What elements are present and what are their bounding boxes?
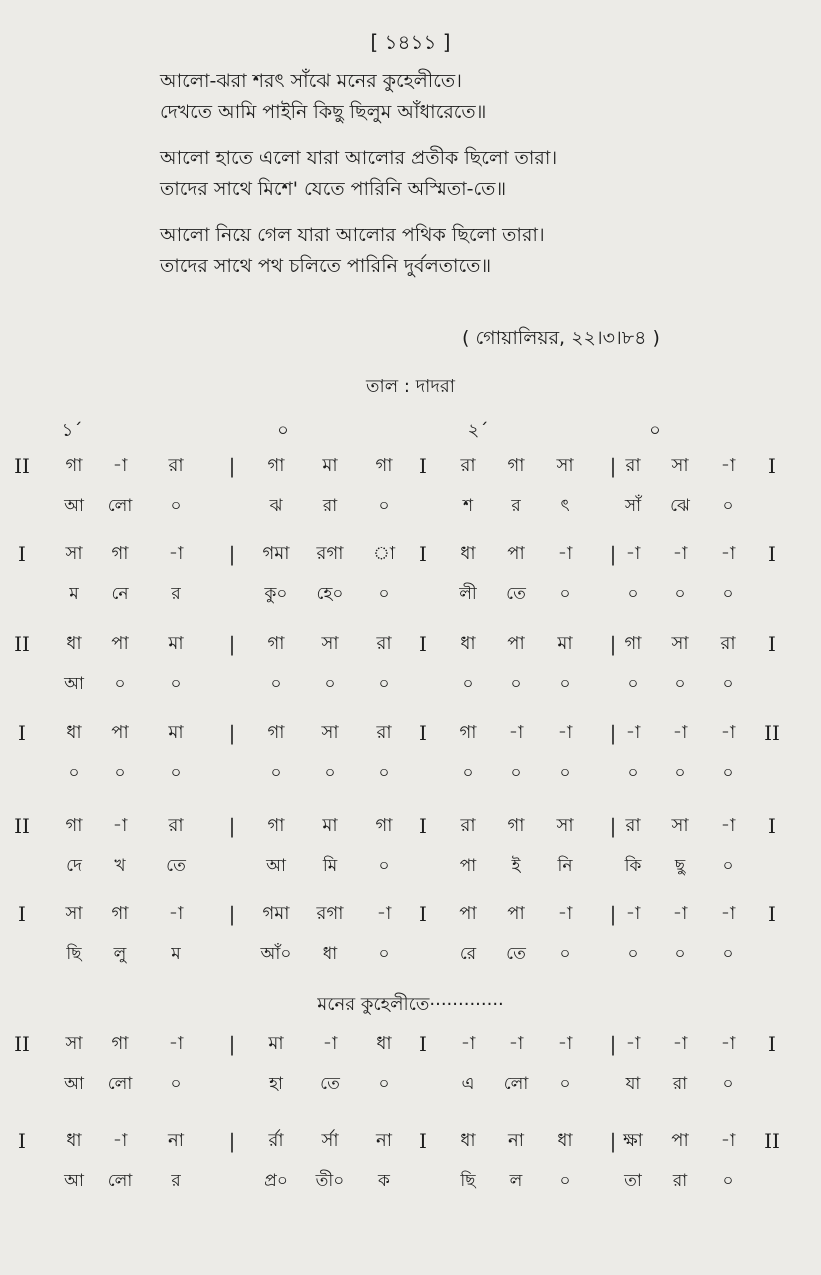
- note-cell: ধা: [557, 1130, 573, 1151]
- measure-bar: |: [228, 454, 236, 478]
- poem-line: দেখতে আমি পাইনি কিছু ছিলুম আঁধারেতে॥: [160, 101, 487, 123]
- note-cell: গমা: [262, 903, 290, 924]
- note-cell: গা: [507, 455, 525, 476]
- note-cell: -া: [508, 722, 524, 743]
- note-cell: মা: [168, 722, 184, 743]
- lyric-cell: ০: [510, 674, 522, 694]
- lyric-cell: আ: [64, 496, 84, 516]
- lyric-cell: পা: [459, 856, 477, 876]
- lyric-cell: কু০: [264, 584, 288, 604]
- lyric-cell: ০: [559, 1171, 571, 1191]
- lyric-cell: নে: [111, 584, 129, 604]
- row-close-bar: I: [768, 454, 776, 478]
- note-cell: গা: [267, 455, 285, 476]
- note-cell: র্রা: [268, 1130, 284, 1151]
- measure-bar: |: [609, 632, 617, 656]
- note-cell: গা: [267, 633, 285, 654]
- note-cell: না: [376, 1130, 392, 1151]
- row-open-bar: I: [18, 721, 26, 745]
- measure-bar: I: [419, 632, 427, 656]
- lyric-cell: ০: [559, 674, 571, 694]
- note-cell: পা: [459, 903, 477, 924]
- note-cell: -া: [112, 1130, 128, 1151]
- note-cell: ক্ষা: [623, 1130, 643, 1151]
- lyric-cell: ০: [462, 763, 474, 783]
- row-close-bar: I: [768, 542, 776, 566]
- row-open-bar: II: [14, 814, 30, 838]
- note-cell: পা: [111, 633, 129, 654]
- lyric-cell: ০: [378, 674, 390, 694]
- row-close-bar: I: [768, 902, 776, 926]
- note-cell: গা: [111, 903, 129, 924]
- row-close-bar: I: [768, 632, 776, 656]
- note-cell: সা: [671, 815, 689, 836]
- note-cell: গা: [375, 455, 393, 476]
- lyric-cell: ০: [378, 856, 390, 876]
- lyric-cell: দে: [66, 856, 82, 876]
- poem-line: আলো-ঝরা শরৎ সাঁঝে মনের কুহেলীতে।: [160, 70, 462, 92]
- lyric-cell: হা: [269, 1074, 283, 1094]
- note-cell: রগা: [316, 903, 344, 924]
- note-cell: রা: [625, 815, 641, 836]
- lyric-cell: তী০: [315, 1171, 345, 1191]
- measure-bar: |: [228, 721, 236, 745]
- lyric-cell: মি: [322, 856, 338, 876]
- lyric-cell: র: [511, 496, 521, 516]
- lyric-cell: ক: [378, 1171, 390, 1191]
- lyric-cell: ধা: [322, 944, 338, 964]
- note-cell: -া: [322, 1033, 338, 1054]
- row-close-bar: II: [764, 1129, 780, 1153]
- note-cell: গা: [111, 543, 129, 564]
- note-cell: -া: [168, 543, 184, 564]
- lyric-cell: ম: [171, 944, 181, 964]
- note-cell: ধা: [66, 722, 82, 743]
- note-cell: গা: [267, 722, 285, 743]
- lyric-cell: লী: [459, 584, 477, 604]
- lyric-cell: ০: [559, 944, 571, 964]
- lyric-cell: আ: [266, 856, 286, 876]
- note-cell: -া: [672, 722, 688, 743]
- lyric-cell: তে: [166, 856, 186, 876]
- taal-label: তাল : দাদরা: [366, 376, 455, 397]
- row-open-bar: I: [18, 1129, 26, 1153]
- note-cell: -া: [557, 1033, 573, 1054]
- note-cell: মা: [322, 815, 338, 836]
- note-cell: রা: [168, 455, 184, 476]
- lyric-cell: ছি: [66, 944, 82, 964]
- note-cell: না: [508, 1130, 524, 1151]
- note-cell: পা: [671, 1130, 689, 1151]
- note-cell: র্সা: [321, 1130, 339, 1151]
- lyric-cell: আঁ০: [260, 944, 292, 964]
- note-cell: সা: [671, 455, 689, 476]
- page-number: [ ১৪১১ ]: [370, 30, 451, 54]
- measure-bar: |: [228, 542, 236, 566]
- note-cell: ধা: [460, 1130, 476, 1151]
- lyric-cell: তে: [320, 1074, 340, 1094]
- note-cell: গা: [111, 1033, 129, 1054]
- lyric-cell: ছি: [460, 1171, 476, 1191]
- place-date: ( গোয়ালিয়র, ২২।৩।৮৪ ): [462, 327, 660, 349]
- note-cell: মা: [268, 1033, 284, 1054]
- note-cell: সা: [671, 633, 689, 654]
- measure-bar: |: [228, 902, 236, 926]
- lyric-cell: ০: [627, 674, 639, 694]
- note-cell: -া: [720, 1130, 736, 1151]
- note-cell: পা: [507, 903, 525, 924]
- note-cell: -া: [625, 722, 641, 743]
- measure-bar: I: [419, 902, 427, 926]
- lyric-cell: ০: [559, 1074, 571, 1094]
- measure-bar: I: [419, 454, 427, 478]
- note-cell: -া: [557, 903, 573, 924]
- measure-bar: |: [609, 1129, 617, 1153]
- note-cell: -া: [720, 543, 736, 564]
- note-cell: সা: [556, 455, 574, 476]
- measure-bar: |: [609, 542, 617, 566]
- note-cell: -া: [557, 543, 573, 564]
- note-cell: -া: [557, 722, 573, 743]
- lyric-cell: নি: [557, 856, 573, 876]
- lyric-cell: ০: [510, 763, 522, 783]
- note-cell: রা: [376, 633, 392, 654]
- note-cell: -া: [672, 903, 688, 924]
- note-cell: রা: [168, 815, 184, 836]
- lyric-cell: ০: [722, 584, 734, 604]
- measure-bar: |: [228, 632, 236, 656]
- lyric-cell: ০: [170, 496, 182, 516]
- lyric-cell: লো: [107, 496, 133, 516]
- lyric-cell: লো: [107, 1171, 133, 1191]
- row-close-bar: I: [768, 1032, 776, 1056]
- lyric-cell: ০: [559, 584, 571, 604]
- lyric-cell: ০: [674, 944, 686, 964]
- note-cell: -া: [720, 722, 736, 743]
- note-cell: -া: [112, 455, 128, 476]
- lyric-cell: ০: [674, 763, 686, 783]
- measure-bar: |: [609, 814, 617, 838]
- note-cell: গা: [65, 815, 83, 836]
- note-cell: রগা: [316, 543, 344, 564]
- measure-bar: |: [228, 1032, 236, 1056]
- row-close-bar: II: [764, 721, 780, 745]
- note-cell: -া: [168, 1033, 184, 1054]
- note-cell: -া: [720, 1033, 736, 1054]
- note-cell: মা: [322, 455, 338, 476]
- lyric-cell: আ: [64, 1171, 84, 1191]
- note-cell: সা: [556, 815, 574, 836]
- lyric-cell: রা: [322, 496, 338, 516]
- note-cell: -া: [672, 543, 688, 564]
- note-cell: সা: [321, 633, 339, 654]
- note-cell: গা: [507, 815, 525, 836]
- measure-bar: I: [419, 721, 427, 745]
- row-open-bar: II: [14, 454, 30, 478]
- measure-bar: |: [228, 814, 236, 838]
- note-cell: গমা: [262, 543, 290, 564]
- note-cell: পা: [111, 722, 129, 743]
- lyric-cell: ০: [270, 763, 282, 783]
- lyric-cell: ০: [170, 763, 182, 783]
- lyric-cell: ০: [114, 674, 126, 694]
- lyric-cell: ০: [627, 763, 639, 783]
- note-cell: -া: [168, 903, 184, 924]
- lyric-cell: এ: [461, 1074, 475, 1094]
- note-cell: রা: [625, 455, 641, 476]
- lyric-cell: রে: [459, 944, 477, 964]
- lyric-cell: ০: [324, 763, 336, 783]
- note-cell: -া: [720, 815, 736, 836]
- lyric-cell: তে: [506, 584, 526, 604]
- lyric-cell: আ: [64, 674, 84, 694]
- note-cell: পা: [507, 633, 525, 654]
- lyric-cell: আ: [64, 1074, 84, 1094]
- lyric-cell: ০: [462, 674, 474, 694]
- measure-bar: |: [609, 721, 617, 745]
- lyric-cell: ০: [627, 584, 639, 604]
- lyric-cell: ম: [69, 584, 79, 604]
- lyric-cell: রা: [672, 1171, 688, 1191]
- lyric-cell: হে০: [316, 584, 344, 604]
- row-open-bar: II: [14, 632, 30, 656]
- lyric-cell: ০: [722, 763, 734, 783]
- note-cell: গা: [624, 633, 642, 654]
- note-cell: ধা: [66, 633, 82, 654]
- lyric-cell: ঝ: [269, 496, 283, 516]
- lyric-cell: র: [171, 1171, 181, 1191]
- lyric-cell: কি: [624, 856, 642, 876]
- measure-bar: |: [609, 454, 617, 478]
- measure-bar: I: [419, 1129, 427, 1153]
- interlude-text: মনের কুহেলীতে·············: [317, 994, 504, 1015]
- lyric-cell: ৎ: [560, 496, 570, 516]
- note-cell: ধা: [460, 633, 476, 654]
- lyric-cell: ০: [378, 1074, 390, 1094]
- lyric-cell: ০: [722, 944, 734, 964]
- measure-bar: I: [419, 542, 427, 566]
- note-cell: -া: [625, 903, 641, 924]
- note-cell: া: [372, 543, 396, 564]
- lyric-cell: তে: [506, 944, 526, 964]
- lyric-cell: ০: [324, 674, 336, 694]
- lyric-cell: লো: [503, 1074, 529, 1094]
- note-cell: ধা: [376, 1033, 392, 1054]
- note-cell: রা: [376, 722, 392, 743]
- lyric-cell: ঝে: [670, 496, 690, 516]
- lyric-cell: ০: [674, 584, 686, 604]
- lyric-cell: ছু: [674, 856, 686, 876]
- note-cell: -া: [720, 903, 736, 924]
- note-cell: -া: [625, 543, 641, 564]
- lyric-cell: ০: [559, 763, 571, 783]
- measure-bar: I: [419, 814, 427, 838]
- lyric-cell: লু: [113, 944, 127, 964]
- lyric-cell: শ: [462, 496, 474, 516]
- note-cell: -া: [376, 903, 392, 924]
- lyric-cell: ই: [511, 856, 521, 876]
- note-cell: -া: [672, 1033, 688, 1054]
- note-cell: সা: [65, 1033, 83, 1054]
- lyric-cell: ০: [68, 763, 80, 783]
- lyric-cell: ০: [722, 856, 734, 876]
- note-cell: -া: [720, 455, 736, 476]
- note-cell: রা: [720, 633, 736, 654]
- note-cell: -া: [625, 1033, 641, 1054]
- note-cell: গা: [65, 455, 83, 476]
- measure-bar: |: [609, 1032, 617, 1056]
- measure-bar: |: [228, 1129, 236, 1153]
- note-cell: রা: [460, 455, 476, 476]
- lyric-cell: ০: [378, 763, 390, 783]
- lyric-cell: প্র০: [264, 1171, 288, 1191]
- lyric-cell: ০: [170, 674, 182, 694]
- poem-line: আলো হাতে এলো যারা আলোর প্রতীক ছিলো তারা।: [160, 147, 558, 169]
- lyric-cell: তা: [624, 1171, 642, 1191]
- row-close-bar: I: [768, 814, 776, 838]
- note-cell: ধা: [460, 543, 476, 564]
- lyric-cell: ০: [114, 763, 126, 783]
- row-open-bar: II: [14, 1032, 30, 1056]
- lyric-cell: ০: [722, 496, 734, 516]
- beat-mark: ০: [649, 420, 661, 441]
- lyric-cell: ০: [378, 584, 390, 604]
- lyric-cell: লো: [107, 1074, 133, 1094]
- note-cell: ধা: [66, 1130, 82, 1151]
- note-cell: মা: [557, 633, 573, 654]
- note-cell: -া: [460, 1033, 476, 1054]
- note-cell: না: [168, 1130, 184, 1151]
- lyric-cell: ল: [509, 1171, 523, 1191]
- measure-bar: |: [609, 902, 617, 926]
- note-cell: গা: [459, 722, 477, 743]
- note-cell: -া: [508, 1033, 524, 1054]
- poem-line: তাদের সাথে মিশে' যেতে পারিনি অস্মিতা-তে॥: [160, 178, 507, 200]
- note-cell: সা: [65, 903, 83, 924]
- lyric-cell: রা: [672, 1074, 688, 1094]
- note-cell: রা: [460, 815, 476, 836]
- beat-mark: ০: [277, 420, 289, 441]
- poem-line: আলো নিয়ে গেল যারা আলোর পথিক ছিলো তারা।: [160, 224, 545, 246]
- lyric-cell: সাঁ: [624, 496, 642, 516]
- row-open-bar: I: [18, 542, 26, 566]
- lyric-cell: ০: [378, 944, 390, 964]
- lyric-cell: ০: [722, 1171, 734, 1191]
- measure-bar: I: [419, 1032, 427, 1056]
- note-cell: পা: [507, 543, 525, 564]
- row-open-bar: I: [18, 902, 26, 926]
- note-cell: মা: [168, 633, 184, 654]
- beat-mark: ১´: [61, 420, 83, 441]
- lyric-cell: ০: [378, 496, 390, 516]
- lyric-cell: ০: [722, 1074, 734, 1094]
- beat-mark: ২´: [467, 420, 489, 441]
- note-cell: -া: [112, 815, 128, 836]
- lyric-cell: ০: [627, 944, 639, 964]
- note-cell: সা: [321, 722, 339, 743]
- lyric-cell: র: [171, 584, 181, 604]
- lyric-cell: ০: [674, 674, 686, 694]
- lyric-cell: যা: [625, 1074, 641, 1094]
- lyric-cell: ০: [270, 674, 282, 694]
- poem-line: তাদের সাথে পথ চলিতে পারিনি দুর্বলতাতে॥: [160, 255, 492, 277]
- lyric-cell: খ: [114, 856, 126, 876]
- note-cell: গা: [375, 815, 393, 836]
- note-cell: সা: [65, 543, 83, 564]
- lyric-cell: ০: [170, 1074, 182, 1094]
- lyric-cell: ০: [722, 674, 734, 694]
- note-cell: গা: [267, 815, 285, 836]
